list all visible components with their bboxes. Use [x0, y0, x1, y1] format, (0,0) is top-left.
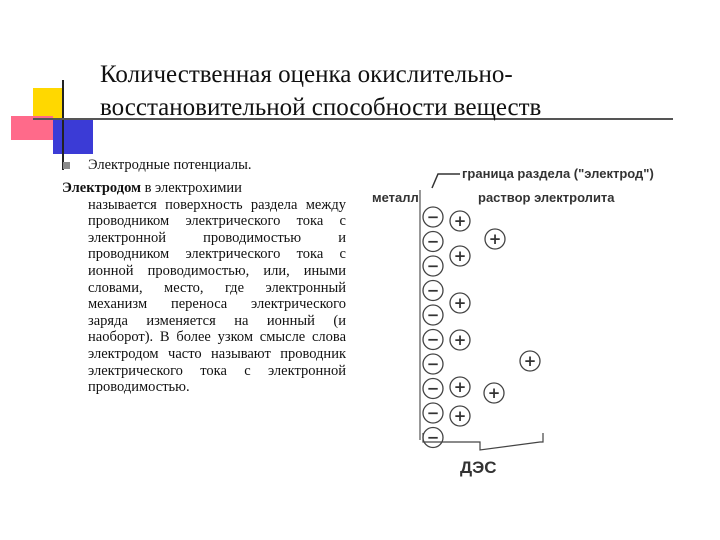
term-electrode: Электродом [62, 180, 141, 196]
electrode-definition-paragraph [62, 180, 346, 396]
label-metal: металл [372, 190, 419, 205]
free-plus-ion-sign: + [488, 230, 502, 248]
double-layer-diagram [360, 160, 700, 500]
title-line-2: восстановительной способности веществ [100, 94, 542, 121]
ion-group [423, 207, 540, 448]
free-plus-ion-sign: + [523, 352, 537, 370]
label-boundary: граница раздела ("электрод") [462, 166, 654, 181]
minus-ion-sign: − [426, 404, 440, 422]
plus-ion-sign: + [453, 378, 467, 396]
minus-ion-sign: − [426, 428, 440, 447]
minus-ion-sign: − [426, 355, 440, 373]
minus-ion-sign: − [426, 379, 440, 398]
minus-ion-sign: − [426, 281, 440, 300]
decor-blue-square [53, 118, 93, 154]
plus-ion-sign: + [453, 247, 467, 265]
title-line-1: Количественная оценка окислительно- [100, 61, 513, 88]
plus-ion-sign: + [453, 212, 467, 230]
label-des: ДЭС [460, 458, 497, 477]
plus-ion-sign: + [453, 407, 467, 425]
minus-ion-sign: − [426, 306, 440, 324]
minus-ion-sign: − [426, 232, 440, 251]
free-plus-ion-sign: + [487, 384, 501, 402]
decor-vertical-line [62, 80, 64, 170]
bullet-icon [60, 159, 72, 171]
minus-ion-sign: − [426, 208, 440, 226]
slide-title [100, 58, 700, 124]
para-continuation: называется поверхность раздела между проводником электрического тока с электронной проводимостью и проводником электрического тока с ионной проводимостью, или, иными словами, место, где электронный механизм переноса электрического заряда изменяется на ионный (и наоборот). В более узком смысле слова электродом часто называют проводник электрического тока с электронной проводимостью. [88, 196, 346, 396]
label-solution: раствор электролита [478, 190, 615, 205]
minus-ion-sign: − [426, 257, 440, 275]
bullet-text: Электродные потенциалы. [88, 157, 252, 173]
minus-ion-sign: − [426, 330, 440, 349]
boundary-pointer-line [432, 174, 460, 188]
plus-ion-sign: + [453, 294, 467, 312]
plus-ion-sign: + [453, 331, 467, 349]
para-first-line-rest: в электрохимии [140, 180, 242, 196]
